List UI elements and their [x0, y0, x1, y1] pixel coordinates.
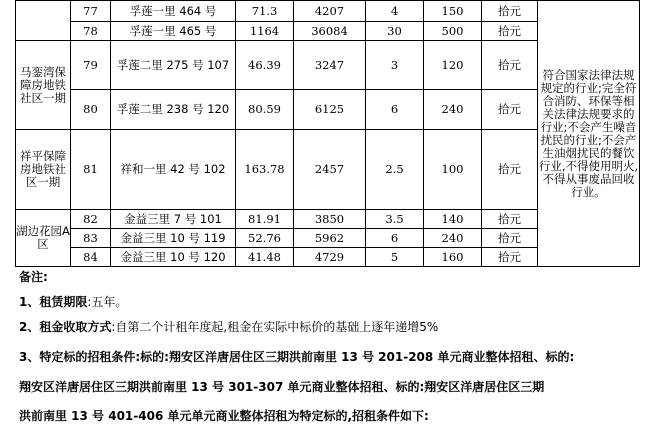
- rent-cell: 36084: [294, 22, 366, 41]
- area-cell: 71.3: [236, 1, 294, 22]
- increment-cell: 500: [424, 22, 482, 41]
- increment-cell: 120: [424, 41, 482, 90]
- increment-cell: 150: [424, 1, 482, 22]
- notes-heading: 备注:: [19, 270, 48, 284]
- deposit-cell: 2.5: [366, 130, 424, 210]
- note-label: 1、租赁期限: [19, 295, 88, 309]
- rent-cell: 3850: [294, 210, 366, 229]
- unit-cell: 拾元: [482, 248, 538, 267]
- deposit-cell: 3: [366, 41, 424, 90]
- lease-table: [15, 0, 640, 267]
- increment-cell: 140: [424, 210, 482, 229]
- deposit-cell: 3.5: [366, 210, 424, 229]
- increment-cell: 160: [424, 248, 482, 267]
- address-cell: 金益三里 10 号 119: [111, 229, 236, 248]
- district-cell-empty: [16, 1, 71, 41]
- district-cell: 马銮湾保障房地铁社区一期: [16, 41, 71, 130]
- row-number: 83: [71, 229, 111, 248]
- rent-cell: 5962: [294, 229, 366, 248]
- row-number: 82: [71, 210, 111, 229]
- note-special-conditions-line2: 翔安区洋唐居住区三期洪前南里 13 号 301-307 单元商业整体招租、标的:翔安区洋唐居住区三期: [19, 380, 545, 394]
- area-cell: 1164: [236, 22, 294, 41]
- note-lease-term: [19, 293, 127, 310]
- deposit-cell: 4: [366, 1, 424, 22]
- unit-cell: 拾元: [482, 22, 538, 41]
- area-cell: 41.48: [236, 248, 294, 267]
- address-cell: 孚莲一里 464 号: [111, 1, 236, 22]
- rent-cell: 4729: [294, 248, 366, 267]
- rent-cell: 6125: [294, 90, 366, 130]
- note-special-conditions-line3: 洪前南里 13 号 401-406 单元单元商业整体招租为特定标的,招租条件如下:: [19, 409, 429, 423]
- unit-cell: 拾元: [482, 41, 538, 90]
- deposit-cell: 6: [366, 90, 424, 130]
- rent-cell: 2457: [294, 130, 366, 210]
- unit-cell: 拾元: [482, 90, 538, 130]
- address-cell: 孚莲二里 238 号 120: [111, 90, 236, 130]
- note-text: :自第二个计租年度起,租金在实际中标价的基础上逐年递增5%: [111, 320, 439, 334]
- address-cell: 金益三里 7 号 101: [111, 210, 236, 229]
- row-number: 84: [71, 248, 111, 267]
- rent-cell: 3247: [294, 41, 366, 90]
- deposit-cell: 5: [366, 248, 424, 267]
- deposit-cell: 30: [366, 22, 424, 41]
- area-cell: 80.59: [236, 90, 294, 130]
- note-special-conditions-line1: 3、特定标的招租条件:标的:翔安区洋唐居住区三期洪前南里 13 号 201-208 单元商业整体招租、标的:: [19, 350, 575, 364]
- district-cell: 湖边花园A区: [16, 210, 71, 267]
- row-number: 81: [71, 130, 111, 210]
- note-text: :五年。: [87, 295, 128, 309]
- unit-cell: 拾元: [482, 210, 538, 229]
- address-cell: 孚莲一里 465 号: [111, 22, 236, 41]
- area-cell: 81.91: [236, 210, 294, 229]
- table-row: [16, 1, 640, 22]
- row-number: 78: [71, 22, 111, 41]
- row-number: 80: [71, 90, 111, 130]
- increment-cell: 240: [424, 90, 482, 130]
- row-number: 77: [71, 1, 111, 22]
- deposit-cell: 6: [366, 229, 424, 248]
- note-rent-collection: [19, 318, 438, 335]
- increment-cell: 240: [424, 229, 482, 248]
- district-cell: 祥平保障房地铁社区一期: [16, 130, 71, 210]
- address-cell: 祥和一里 42 号 102: [111, 130, 236, 210]
- requirement-cell: 符合国家法律法规规定的行业;完全符合消防、环保等相关法律法规要求的行业;不会产生噪音扰民的行业;不会产生油烟扰民的餐饮行业,不得使用明火,不得从事废品回收行业。: [538, 1, 640, 267]
- area-cell: 46.39: [236, 41, 294, 90]
- note-label: 2、租金收取方式: [19, 320, 112, 334]
- row-number: 79: [71, 41, 111, 90]
- address-cell: 金益三里 10 号 120: [111, 248, 236, 267]
- increment-cell: 100: [424, 130, 482, 210]
- unit-cell: 拾元: [482, 229, 538, 248]
- address-cell: 孚莲二里 275 号 107: [111, 41, 236, 90]
- area-cell: 163.78: [236, 130, 294, 210]
- unit-cell: 拾元: [482, 130, 538, 210]
- rent-cell: 4207: [294, 1, 366, 22]
- area-cell: 52.76: [236, 229, 294, 248]
- unit-cell: 拾元: [482, 1, 538, 22]
